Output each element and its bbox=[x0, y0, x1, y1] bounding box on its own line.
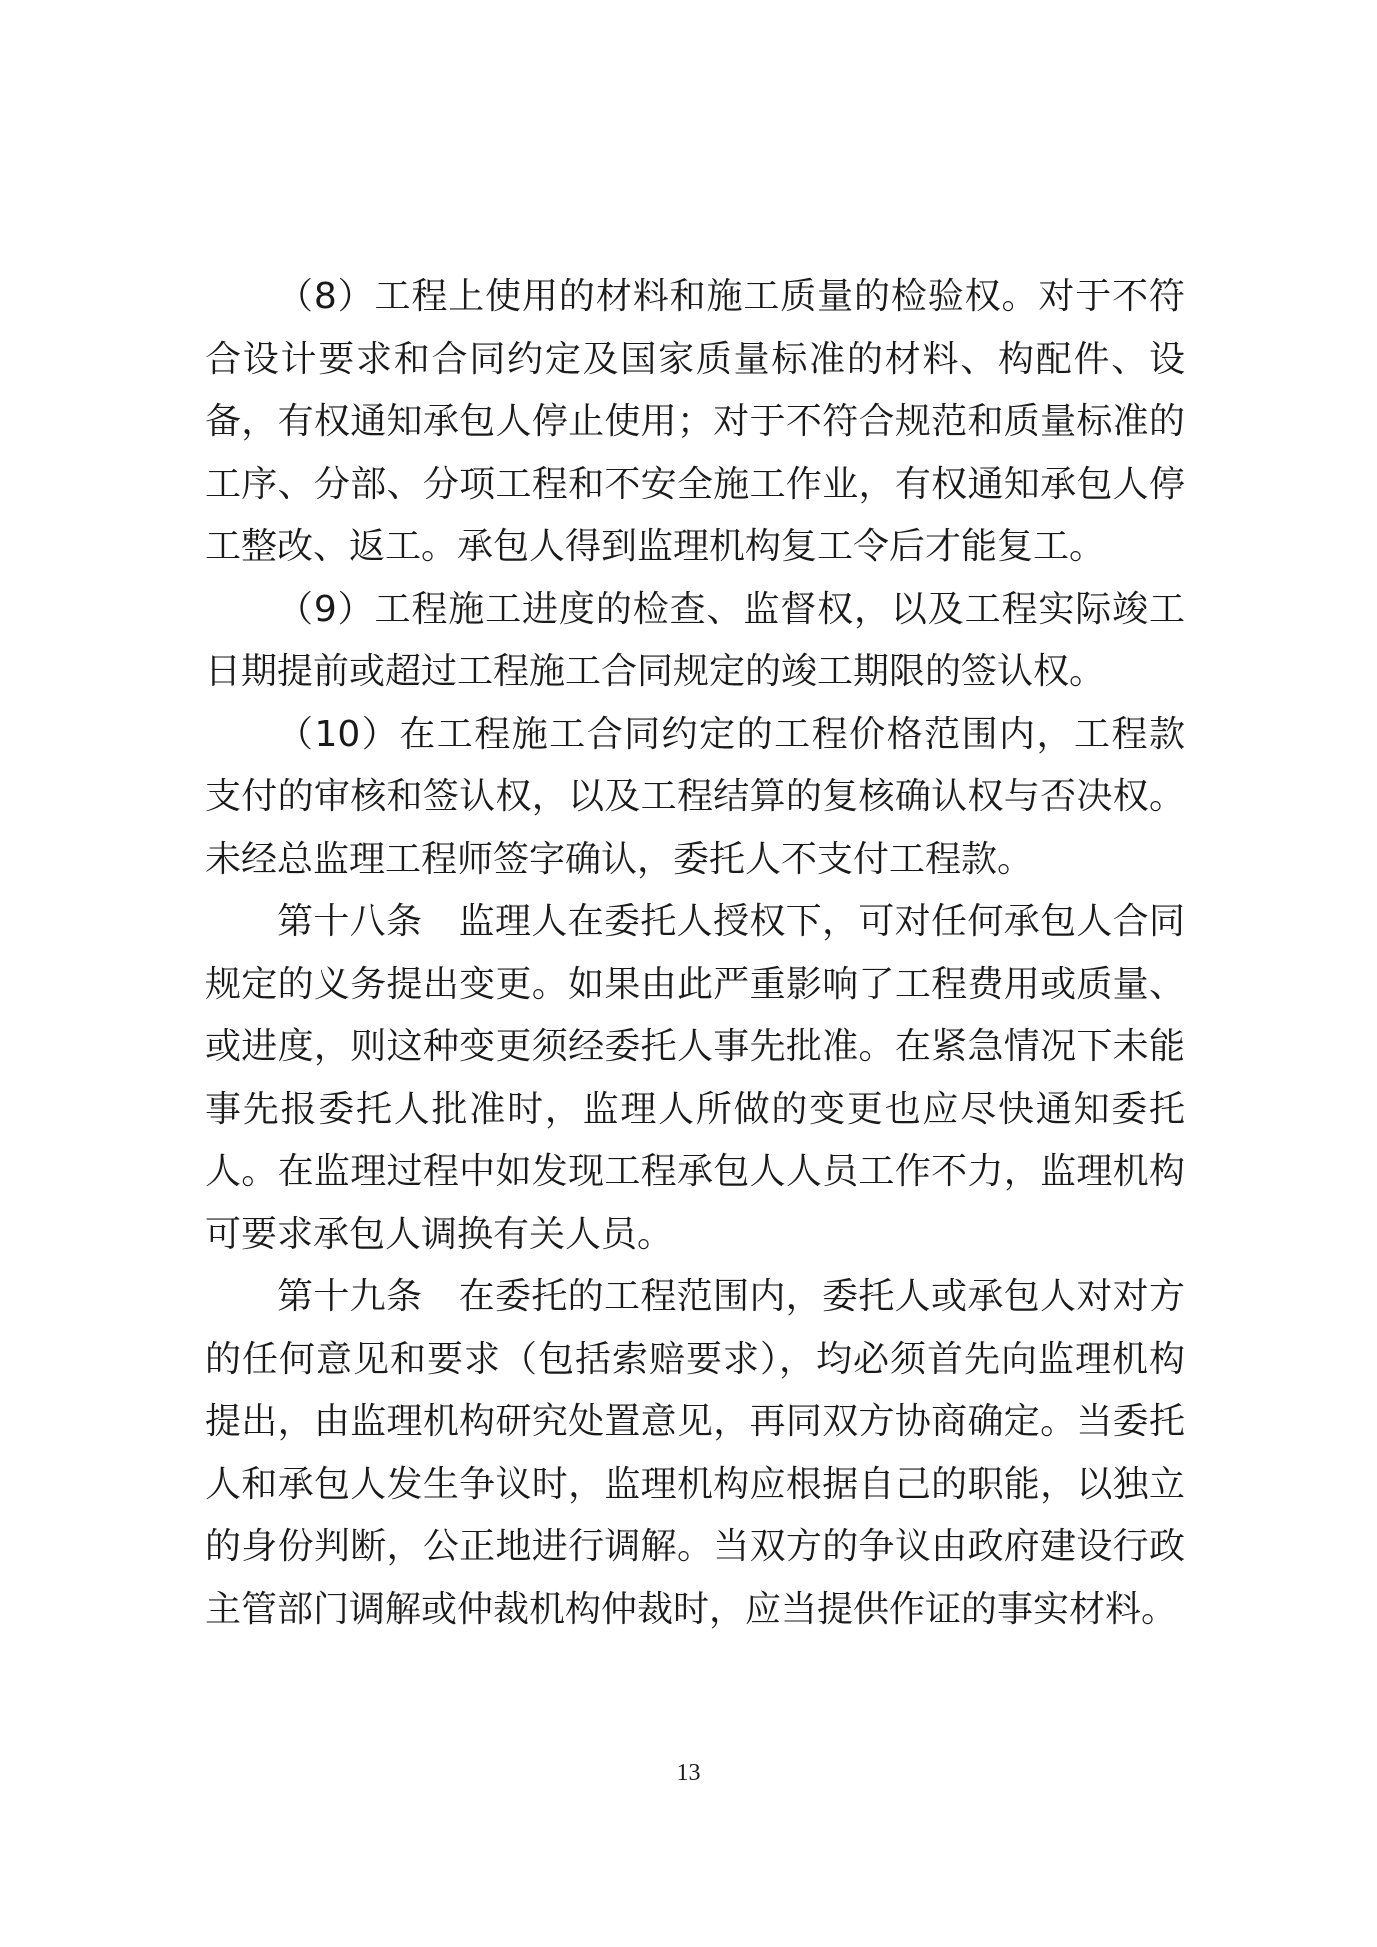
paragraph-article-19: 第十九条 在委托的工程范围内，委托人或承包人对对方的任何意见和要求（包括索赔要求），均必须首先向监理机构提出，由监理机构研究处置意见，再同双方协商确定。当委托人和承包人发生争议时，监理机构应根据自己的职能，以独立的身份判断，公正地进行调解。当双方的争议由政府建设行政主管部门调解或仲裁机构仲裁时，应当提供作证的事实材料。 bbox=[205, 1276, 1185, 1630]
paragraph-item-10: （10）在工程施工合同约定的工程价格范围内，工程款支付的审核和签认权，以及工程结算的复核确认权与否决权。未经总监理工程师签字确认，委托人不支付工程款。 bbox=[205, 713, 1185, 880]
page-number: 13 bbox=[676, 1760, 701, 1786]
paragraph-article-18: 第十八条 监理人在委托人授权下，可对任何承包人合同规定的义务提出变更。如果由此严重影响了工程费用或质量、或进度，则这种变更须经委托人事先批准。在紧急情况下未能事先报委托人批准时，监理人所做的变更也应尽快通知委托人。在监理过程中如发现工程承包人人员工作不力，监理机构可要求承包人调换有关人员。 bbox=[205, 901, 1185, 1255]
body-text bbox=[205, 266, 1185, 1641]
paragraph-item-9: （9）工程施工进度的检查、监督权，以及工程实际竣工日期提前或超过工程施工合同规定的竣工期限的签认权。 bbox=[205, 588, 1185, 692]
paragraph-item-8: （8）工程上使用的材料和施工质量的检验权。对于不符合设计要求和合同约定及国家质量标准的材料、构配件、设备，有权通知承包人停止使用；对于不符合规范和质量标准的工序、分部、分项工程和不安全施工作业，有权通知承包人停工整改、返工。承包人得到监理机构复工令后才能复工。 bbox=[205, 276, 1185, 567]
